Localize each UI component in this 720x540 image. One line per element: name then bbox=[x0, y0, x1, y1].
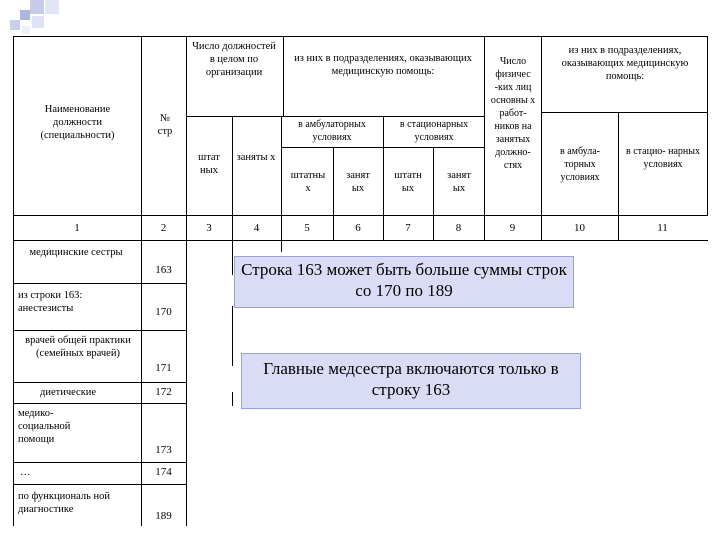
header-positions-sub: из них в подразделениях, оказывающих медицинскую помощь: bbox=[294, 53, 472, 77]
header-positions: Число должностей в целом по организации bbox=[192, 41, 276, 78]
col-number: 5 bbox=[304, 222, 310, 234]
row-name: диетические bbox=[40, 387, 97, 398]
row-name: врачей общей практики (семейных врачей) bbox=[25, 335, 131, 359]
col-number: 4 bbox=[253, 222, 260, 234]
row-line: 163 bbox=[155, 264, 172, 276]
col-number: 10 bbox=[574, 222, 585, 234]
callout-row-163-sum: Строка 163 может быть больше суммы строк со 170 по 189 bbox=[234, 256, 574, 308]
col-number: 3 bbox=[206, 222, 212, 234]
row-line: 189 bbox=[155, 510, 172, 522]
header-staff: штат ных bbox=[198, 152, 220, 176]
header-line-number: № стр bbox=[157, 113, 173, 137]
row-name: медико- социальной помощи bbox=[18, 408, 71, 445]
row-line: 172 bbox=[155, 386, 172, 398]
callout-head-nurses: Главные медсестра включаются только в строку 163 bbox=[241, 353, 581, 409]
row-name: медицинские сестры bbox=[29, 247, 123, 258]
row-name: из строки 163: анестезисты bbox=[18, 290, 83, 314]
header-occupied-inpatient: занят ых bbox=[447, 170, 471, 194]
row-line: 174 bbox=[155, 466, 172, 478]
row-line: 171 bbox=[155, 362, 172, 374]
corner-decoration bbox=[0, 0, 60, 40]
header-persons: Число физичес -ких лиц основны х работ- ников на занятых должно- стях bbox=[490, 56, 536, 171]
header-name: Наименование должности (специальности) bbox=[40, 104, 115, 141]
col-number: 6 bbox=[355, 222, 361, 234]
row-name: по функциональ ной диагностике bbox=[18, 491, 111, 515]
col-number: 1 bbox=[74, 222, 80, 234]
col-number: 8 bbox=[455, 222, 462, 234]
header-inpatient: в стационарных условиях bbox=[399, 119, 469, 143]
header-inpatient-persons: в стацио- нарных условиях bbox=[626, 146, 700, 170]
row-line: 173 bbox=[155, 444, 172, 456]
header-outpatient: в амбулаторных условиях bbox=[298, 119, 366, 143]
header-outpatient-persons: в амбула- торных условиях bbox=[559, 146, 600, 183]
header-persons-sub: из них в подразделениях, оказывающих медицинскую помощь: bbox=[561, 45, 689, 82]
col-number: 9 bbox=[509, 222, 516, 234]
row-name: … bbox=[20, 467, 31, 478]
col-number: 11 bbox=[657, 222, 668, 234]
header-staff-outpatient: штатны х bbox=[290, 170, 326, 194]
header-occupied: заняты х bbox=[236, 152, 276, 163]
col-number: 2 bbox=[160, 222, 167, 234]
header-occupied-outpatient: занят ых bbox=[346, 170, 370, 194]
header-staff-inpatient: штатн ых bbox=[394, 170, 422, 194]
row-line: 170 bbox=[155, 306, 172, 318]
col-number: 7 bbox=[405, 222, 411, 234]
